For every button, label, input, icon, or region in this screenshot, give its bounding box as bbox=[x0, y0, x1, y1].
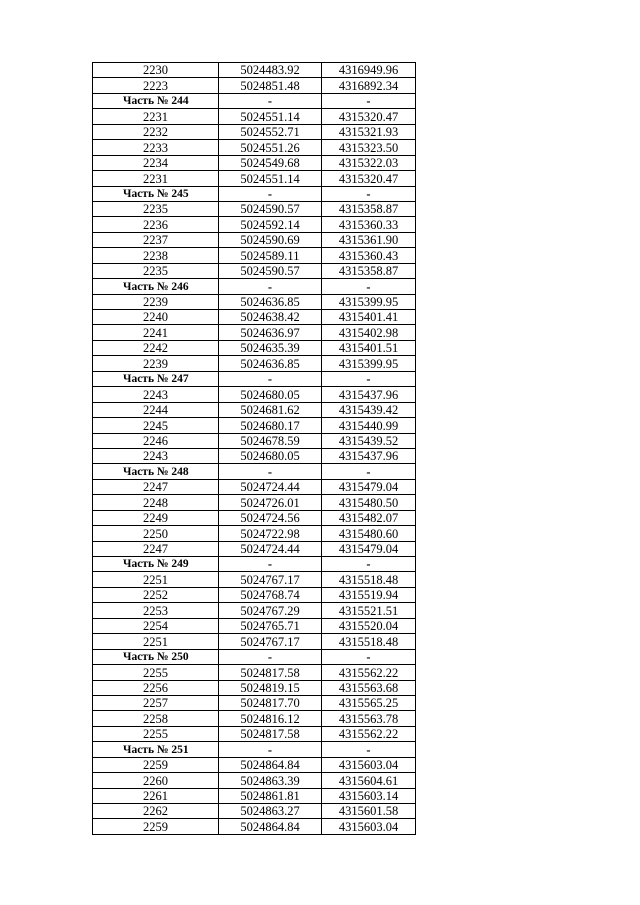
coordinates-table-body bbox=[93, 63, 416, 835]
coordinate-row bbox=[93, 757, 416, 772]
x-coordinate-cell: 5024680.05 bbox=[219, 448, 322, 463]
x-coordinate-cell: 5024590.69 bbox=[219, 232, 322, 247]
part-label-cell: Часть № 250 bbox=[93, 649, 219, 664]
part-label-cell: Часть № 246 bbox=[93, 279, 219, 294]
part-header-row bbox=[93, 93, 416, 108]
coordinate-row bbox=[93, 418, 416, 433]
coordinate-row bbox=[93, 448, 416, 463]
coordinate-row bbox=[93, 263, 416, 278]
x-coordinate-cell: 5024724.44 bbox=[219, 479, 322, 494]
point-id-cell: 2259 bbox=[93, 819, 219, 834]
part-label-cell: Часть № 247 bbox=[93, 371, 219, 386]
coordinate-row bbox=[93, 526, 416, 541]
y-coordinate-cell: 4315562.22 bbox=[322, 665, 416, 680]
point-id-cell: 2248 bbox=[93, 495, 219, 510]
coordinate-row bbox=[93, 804, 416, 819]
y-coordinate-cell: 4315563.68 bbox=[322, 680, 416, 695]
coordinate-row bbox=[93, 726, 416, 741]
coordinate-row bbox=[93, 155, 416, 170]
coordinate-row bbox=[93, 325, 416, 340]
coordinate-row bbox=[93, 819, 416, 834]
y-coordinate-cell: 4315399.95 bbox=[322, 356, 416, 371]
x-coordinate-cell: 5024636.85 bbox=[219, 356, 322, 371]
x-dash-cell: - bbox=[219, 371, 322, 386]
point-id-cell: 2230 bbox=[93, 63, 219, 78]
point-id-cell: 2259 bbox=[93, 757, 219, 772]
point-id-cell: 2253 bbox=[93, 603, 219, 618]
x-coordinate-cell: 5024636.85 bbox=[219, 294, 322, 309]
point-id-cell: 2258 bbox=[93, 711, 219, 726]
y-dash-cell: - bbox=[322, 557, 416, 572]
y-coordinate-cell: 4315604.61 bbox=[322, 773, 416, 788]
coordinate-row bbox=[93, 109, 416, 124]
x-coordinate-cell: 5024638.42 bbox=[219, 310, 322, 325]
point-id-cell: 2240 bbox=[93, 310, 219, 325]
x-coordinate-cell: 5024549.68 bbox=[219, 155, 322, 170]
y-coordinate-cell: 4315603.04 bbox=[322, 819, 416, 834]
y-coordinate-cell: 4315361.90 bbox=[322, 232, 416, 247]
x-coordinate-cell: 5024635.39 bbox=[219, 340, 322, 355]
y-coordinate-cell: 4315518.48 bbox=[322, 634, 416, 649]
x-coordinate-cell: 5024592.14 bbox=[219, 217, 322, 232]
coordinate-row bbox=[93, 294, 416, 309]
y-coordinate-cell: 4315479.04 bbox=[322, 479, 416, 494]
point-id-cell: 2238 bbox=[93, 248, 219, 263]
x-coordinate-cell: 5024864.84 bbox=[219, 757, 322, 772]
y-coordinate-cell: 4315358.87 bbox=[322, 201, 416, 216]
x-coordinate-cell: 5024590.57 bbox=[219, 263, 322, 278]
coordinate-row bbox=[93, 479, 416, 494]
x-dash-cell: - bbox=[219, 93, 322, 108]
coordinate-row bbox=[93, 541, 416, 556]
x-coordinate-cell: 5024768.74 bbox=[219, 587, 322, 602]
y-coordinate-cell: 4315521.51 bbox=[322, 603, 416, 618]
y-coordinate-cell: 4315520.04 bbox=[322, 618, 416, 633]
point-id-cell: 2247 bbox=[93, 541, 219, 556]
coordinate-row bbox=[93, 773, 416, 788]
point-id-cell: 2252 bbox=[93, 587, 219, 602]
y-coordinate-cell: 4315360.33 bbox=[322, 217, 416, 232]
y-coordinate-cell: 4315402.98 bbox=[322, 325, 416, 340]
y-coordinate-cell: 4315401.51 bbox=[322, 340, 416, 355]
coordinate-row bbox=[93, 402, 416, 417]
part-label-cell: Часть № 249 bbox=[93, 557, 219, 572]
y-coordinate-cell: 4315518.48 bbox=[322, 572, 416, 587]
y-coordinate-cell: 4315320.47 bbox=[322, 171, 416, 186]
coordinate-row bbox=[93, 171, 416, 186]
coordinate-row bbox=[93, 510, 416, 525]
x-coordinate-cell: 5024678.59 bbox=[219, 433, 322, 448]
x-dash-cell: - bbox=[219, 464, 322, 479]
coordinate-row bbox=[93, 217, 416, 232]
point-id-cell: 2242 bbox=[93, 340, 219, 355]
point-id-cell: 2255 bbox=[93, 665, 219, 680]
part-header-row bbox=[93, 557, 416, 572]
y-coordinate-cell: 4315358.87 bbox=[322, 263, 416, 278]
coordinate-row bbox=[93, 587, 416, 602]
point-id-cell: 2249 bbox=[93, 510, 219, 525]
coordinate-row bbox=[93, 124, 416, 139]
point-id-cell: 2245 bbox=[93, 418, 219, 433]
x-coordinate-cell: 5024819.15 bbox=[219, 680, 322, 695]
point-id-cell: 2235 bbox=[93, 201, 219, 216]
x-coordinate-cell: 5024636.97 bbox=[219, 325, 322, 340]
part-header-row bbox=[93, 464, 416, 479]
x-coordinate-cell: 5024681.62 bbox=[219, 402, 322, 417]
point-id-cell: 2235 bbox=[93, 263, 219, 278]
point-id-cell: 2257 bbox=[93, 695, 219, 710]
x-coordinate-cell: 5024864.84 bbox=[219, 819, 322, 834]
x-coordinate-cell: 5024590.57 bbox=[219, 201, 322, 216]
coordinate-row bbox=[93, 711, 416, 726]
coordinate-row bbox=[93, 340, 416, 355]
coordinate-row bbox=[93, 665, 416, 680]
part-label-cell: Часть № 251 bbox=[93, 742, 219, 757]
point-id-cell: 2250 bbox=[93, 526, 219, 541]
x-coordinate-cell: 5024816.12 bbox=[219, 711, 322, 726]
y-dash-cell: - bbox=[322, 186, 416, 201]
coordinate-row bbox=[93, 680, 416, 695]
y-coordinate-cell: 4315480.60 bbox=[322, 526, 416, 541]
y-dash-cell: - bbox=[322, 649, 416, 664]
point-id-cell: 2246 bbox=[93, 433, 219, 448]
y-coordinate-cell: 4315322.03 bbox=[322, 155, 416, 170]
y-coordinate-cell: 4315519.94 bbox=[322, 587, 416, 602]
x-coordinate-cell: 5024863.27 bbox=[219, 804, 322, 819]
y-coordinate-cell: 4315320.47 bbox=[322, 109, 416, 124]
coordinate-row bbox=[93, 495, 416, 510]
y-dash-cell: - bbox=[322, 371, 416, 386]
coordinate-row bbox=[93, 618, 416, 633]
coordinate-row bbox=[93, 788, 416, 803]
point-id-cell: 2236 bbox=[93, 217, 219, 232]
x-coordinate-cell: 5024765.71 bbox=[219, 618, 322, 633]
x-dash-cell: - bbox=[219, 557, 322, 572]
x-coordinate-cell: 5024767.17 bbox=[219, 634, 322, 649]
part-label-cell: Часть № 248 bbox=[93, 464, 219, 479]
x-coordinate-cell: 5024851.48 bbox=[219, 78, 322, 93]
point-id-cell: 2239 bbox=[93, 294, 219, 309]
x-coordinate-cell: 5024861.81 bbox=[219, 788, 322, 803]
x-coordinate-cell: 5024817.58 bbox=[219, 726, 322, 741]
y-dash-cell: - bbox=[322, 742, 416, 757]
y-coordinate-cell: 4315360.43 bbox=[322, 248, 416, 263]
x-coordinate-cell: 5024767.17 bbox=[219, 572, 322, 587]
x-coordinate-cell: 5024680.05 bbox=[219, 387, 322, 402]
point-id-cell: 2233 bbox=[93, 140, 219, 155]
point-id-cell: 2256 bbox=[93, 680, 219, 695]
y-coordinate-cell: 4315480.50 bbox=[322, 495, 416, 510]
point-id-cell: 2223 bbox=[93, 78, 219, 93]
y-coordinate-cell: 4315603.04 bbox=[322, 757, 416, 772]
point-id-cell: 2237 bbox=[93, 232, 219, 247]
y-coordinate-cell: 4315321.93 bbox=[322, 124, 416, 139]
coordinate-row bbox=[93, 78, 416, 93]
part-header-row bbox=[93, 649, 416, 664]
part-label-cell: Часть № 244 bbox=[93, 93, 219, 108]
point-id-cell: 2243 bbox=[93, 387, 219, 402]
y-coordinate-cell: 4315439.42 bbox=[322, 402, 416, 417]
part-header-row bbox=[93, 186, 416, 201]
point-id-cell: 2239 bbox=[93, 356, 219, 371]
x-coordinate-cell: 5024483.92 bbox=[219, 63, 322, 78]
y-coordinate-cell: 4315440.99 bbox=[322, 418, 416, 433]
x-coordinate-cell: 5024817.58 bbox=[219, 665, 322, 680]
point-id-cell: 2255 bbox=[93, 726, 219, 741]
x-coordinate-cell: 5024724.56 bbox=[219, 510, 322, 525]
point-id-cell: 2244 bbox=[93, 402, 219, 417]
coordinate-row bbox=[93, 356, 416, 371]
coordinate-row bbox=[93, 310, 416, 325]
coordinate-row bbox=[93, 603, 416, 618]
point-id-cell: 2260 bbox=[93, 773, 219, 788]
point-id-cell: 2254 bbox=[93, 618, 219, 633]
y-coordinate-cell: 4315482.07 bbox=[322, 510, 416, 525]
y-coordinate-cell: 4315562.22 bbox=[322, 726, 416, 741]
point-id-cell: 2232 bbox=[93, 124, 219, 139]
y-coordinate-cell: 4315439.52 bbox=[322, 433, 416, 448]
part-label-cell: Часть № 245 bbox=[93, 186, 219, 201]
x-coordinate-cell: 5024551.14 bbox=[219, 171, 322, 186]
coordinate-row bbox=[93, 63, 416, 78]
point-id-cell: 2243 bbox=[93, 448, 219, 463]
point-id-cell: 2262 bbox=[93, 804, 219, 819]
point-id-cell: 2251 bbox=[93, 572, 219, 587]
x-coordinate-cell: 5024722.98 bbox=[219, 526, 322, 541]
point-id-cell: 2231 bbox=[93, 171, 219, 186]
y-dash-cell: - bbox=[322, 279, 416, 294]
coordinate-row bbox=[93, 634, 416, 649]
coordinate-row bbox=[93, 248, 416, 263]
y-dash-cell: - bbox=[322, 464, 416, 479]
x-coordinate-cell: 5024551.14 bbox=[219, 109, 322, 124]
point-id-cell: 2261 bbox=[93, 788, 219, 803]
coordinate-row bbox=[93, 387, 416, 402]
x-coordinate-cell: 5024767.29 bbox=[219, 603, 322, 618]
coordinate-row bbox=[93, 140, 416, 155]
point-id-cell: 2231 bbox=[93, 109, 219, 124]
x-coordinate-cell: 5024552.71 bbox=[219, 124, 322, 139]
coordinate-row bbox=[93, 433, 416, 448]
x-coordinate-cell: 5024817.70 bbox=[219, 695, 322, 710]
coordinate-row bbox=[93, 572, 416, 587]
y-coordinate-cell: 4315323.50 bbox=[322, 140, 416, 155]
x-dash-cell: - bbox=[219, 649, 322, 664]
y-coordinate-cell: 4315399.95 bbox=[322, 294, 416, 309]
x-coordinate-cell: 5024589.11 bbox=[219, 248, 322, 263]
x-dash-cell: - bbox=[219, 186, 322, 201]
coordinate-row bbox=[93, 695, 416, 710]
y-coordinate-cell: 4316949.96 bbox=[322, 63, 416, 78]
point-id-cell: 2247 bbox=[93, 479, 219, 494]
point-id-cell: 2234 bbox=[93, 155, 219, 170]
coordinate-row bbox=[93, 232, 416, 247]
part-header-row bbox=[93, 279, 416, 294]
x-coordinate-cell: 5024726.01 bbox=[219, 495, 322, 510]
point-id-cell: 2251 bbox=[93, 634, 219, 649]
y-coordinate-cell: 4316892.34 bbox=[322, 78, 416, 93]
x-dash-cell: - bbox=[219, 742, 322, 757]
coordinate-row bbox=[93, 201, 416, 216]
x-coordinate-cell: 5024863.39 bbox=[219, 773, 322, 788]
y-coordinate-cell: 4315479.04 bbox=[322, 541, 416, 556]
y-coordinate-cell: 4315603.14 bbox=[322, 788, 416, 803]
point-id-cell: 2241 bbox=[93, 325, 219, 340]
coordinates-table bbox=[92, 62, 416, 835]
y-coordinate-cell: 4315437.96 bbox=[322, 387, 416, 402]
y-coordinate-cell: 4315563.78 bbox=[322, 711, 416, 726]
y-dash-cell: - bbox=[322, 93, 416, 108]
y-coordinate-cell: 4315401.41 bbox=[322, 310, 416, 325]
x-coordinate-cell: 5024680.17 bbox=[219, 418, 322, 433]
part-header-row bbox=[93, 742, 416, 757]
x-coordinate-cell: 5024551.26 bbox=[219, 140, 322, 155]
x-dash-cell: - bbox=[219, 279, 322, 294]
y-coordinate-cell: 4315601.58 bbox=[322, 804, 416, 819]
y-coordinate-cell: 4315437.96 bbox=[322, 448, 416, 463]
y-coordinate-cell: 4315565.25 bbox=[322, 695, 416, 710]
part-header-row bbox=[93, 371, 416, 386]
x-coordinate-cell: 5024724.44 bbox=[219, 541, 322, 556]
